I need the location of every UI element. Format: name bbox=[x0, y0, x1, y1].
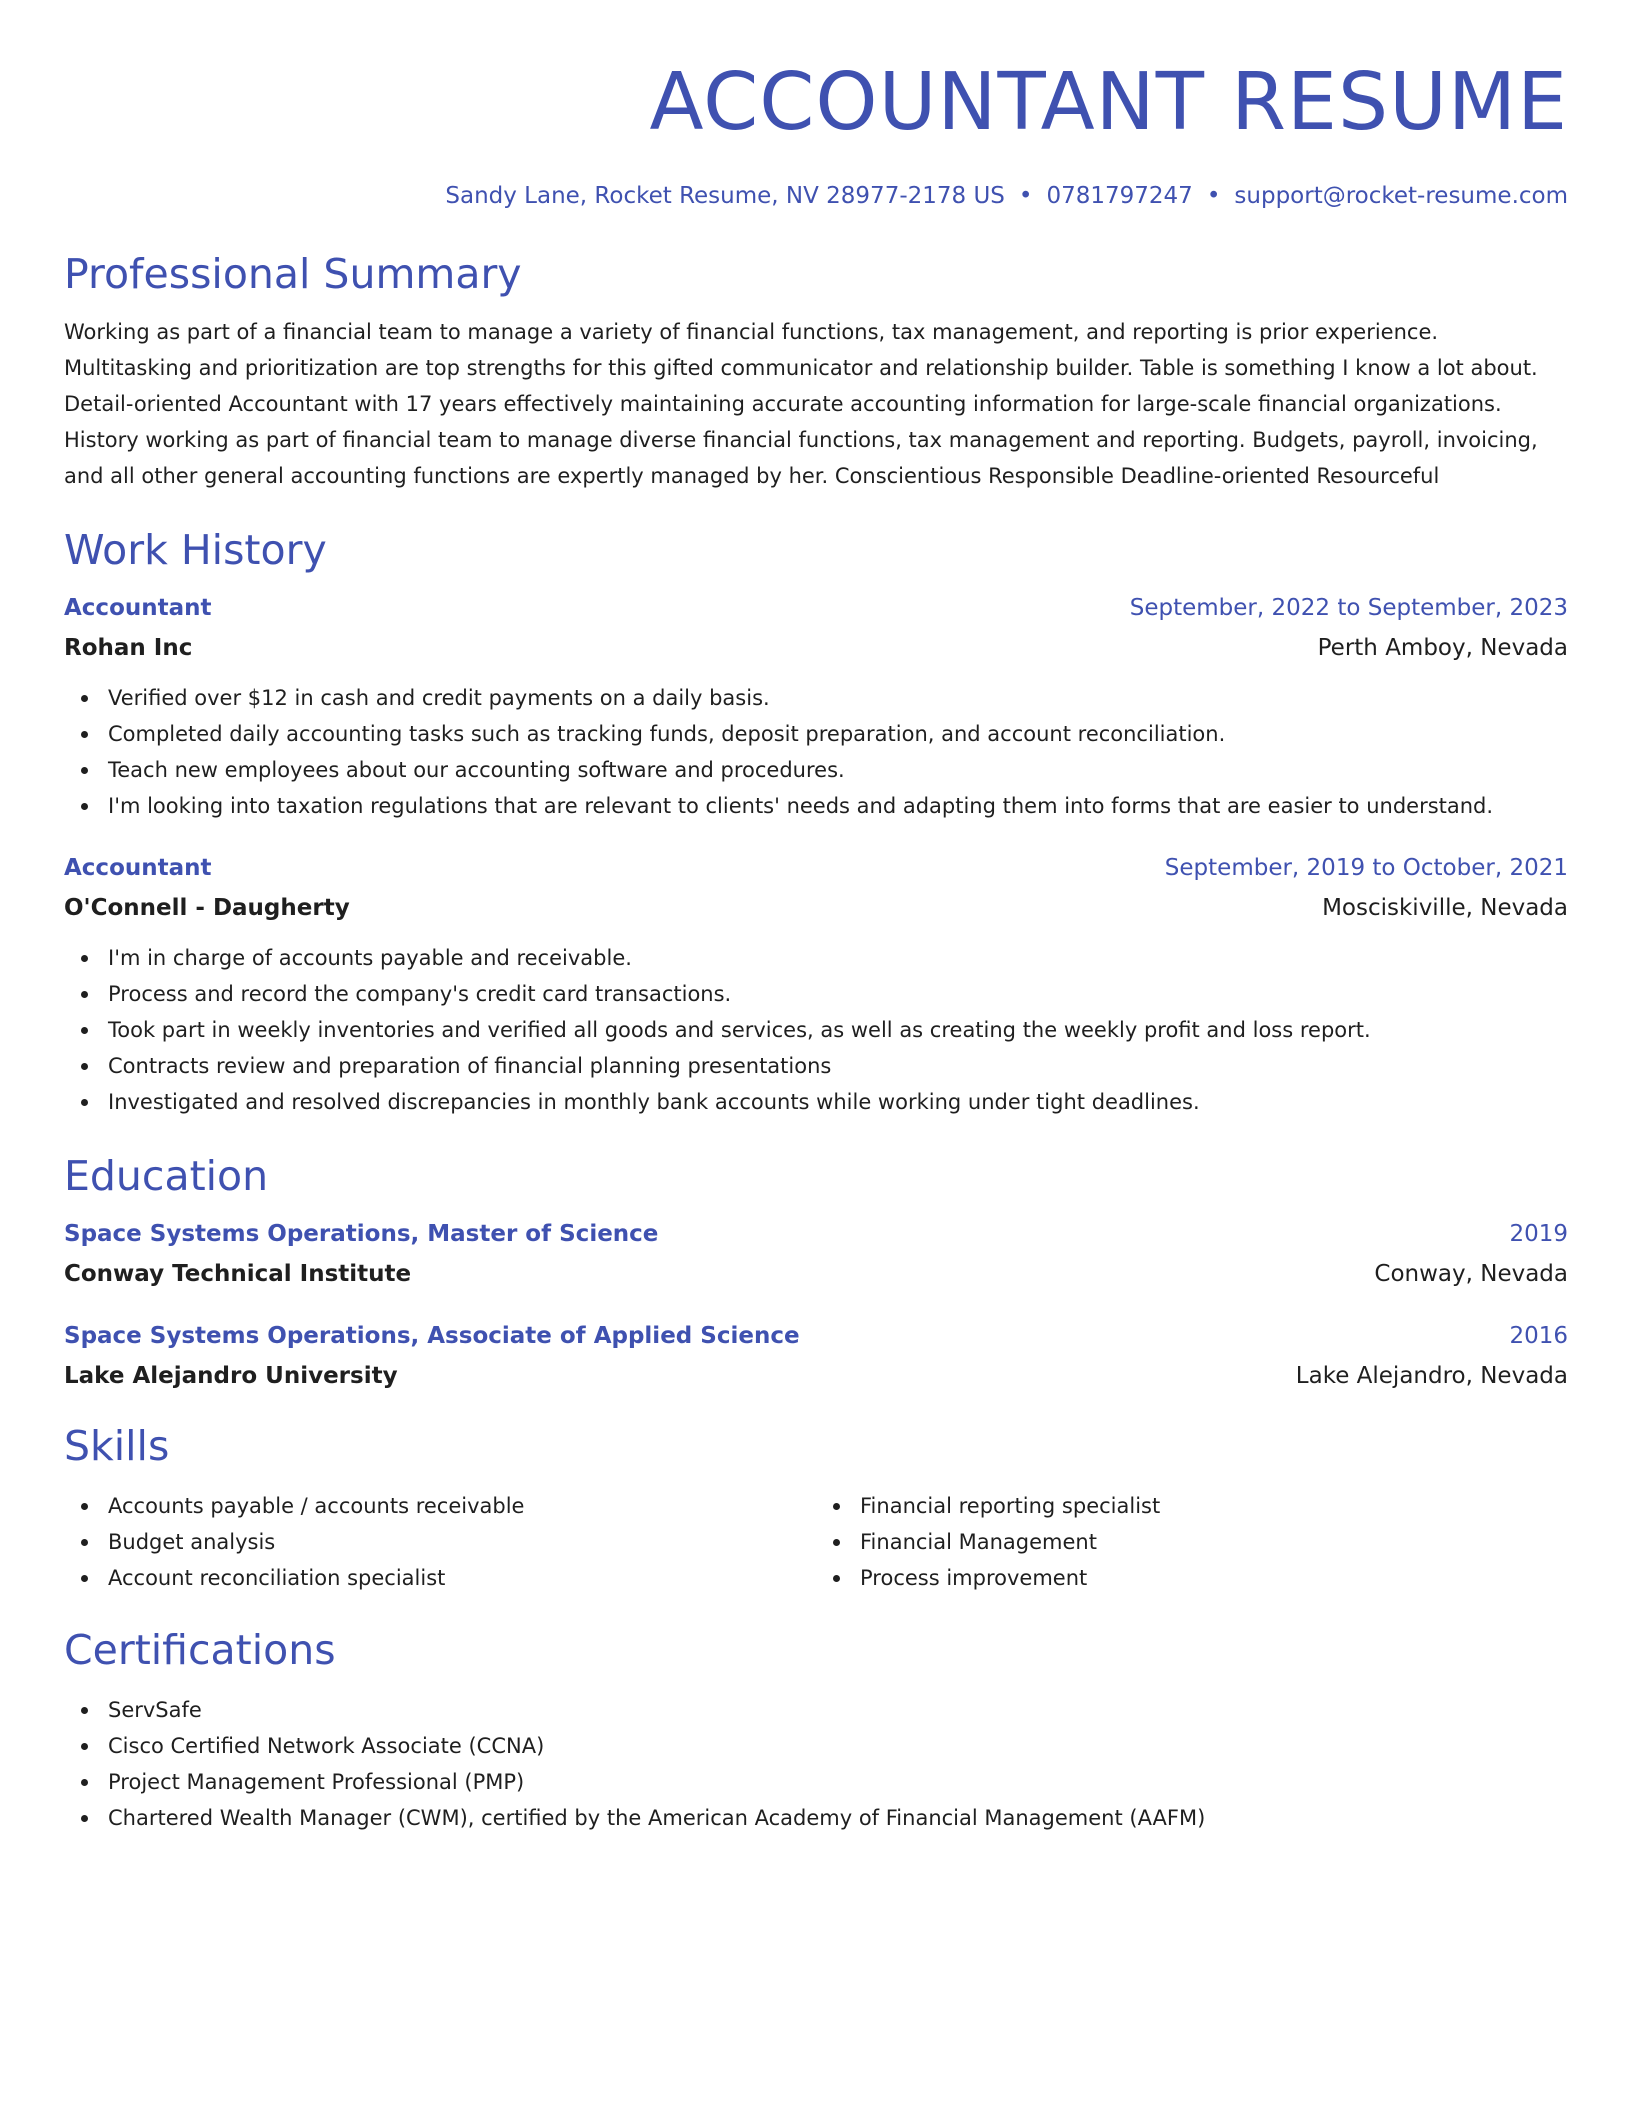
contact-phone[interactable]: 0781797247 bbox=[1046, 183, 1193, 209]
skills-column-left bbox=[64, 1488, 816, 1596]
education-entry bbox=[64, 1320, 1568, 1392]
job-location: Perth Amboy, Nevada bbox=[1317, 635, 1568, 661]
section-heading-skills: Skills bbox=[64, 1422, 170, 1470]
job-bullets bbox=[64, 680, 1568, 824]
summary-text: Working as part of a financial team to manage a variety of financial functions, tax management, and reporting is prior experience. Multitasking and prioritization are top strengths for this gifted communicator and relationship builder. Table is something I know a lot about. Detail-oriented Accountant with 17 years effectively maintaining accurate accounting information for large-scale financial organizations. History working as part of financial team to manage diverse financial functions, tax management and reporting. Budgets, payroll, invoicing, and all other general accounting functions are expertly managed by her. Conscientious Responsible Deadline-oriented Resourceful bbox=[64, 320, 1538, 488]
skills-list bbox=[64, 1488, 816, 1596]
list-item: Investigated and resolved discrepancies in monthly bank accounts while working under tight deadlines. bbox=[64, 1084, 1568, 1120]
list-item: Teach new employees about our accounting software and procedures. bbox=[64, 752, 1568, 788]
skill-item: Financial reporting specialist bbox=[816, 1488, 1568, 1524]
education-degree: Space Systems Operations, Associate of Applied Science bbox=[64, 1323, 800, 1349]
section-heading-education: Education bbox=[64, 1152, 269, 1200]
education-school: Lake Alejandro University bbox=[64, 1363, 398, 1389]
list-item: Took part in weekly inventories and verified all goods and services, as well as creating the weekly profit and loss report. bbox=[64, 1012, 1568, 1048]
contact-address: Sandy Lane, Rocket Resume, NV 28977-2178 US bbox=[445, 183, 1005, 209]
job-company-row bbox=[64, 632, 1568, 664]
list-item: Completed daily accounting tasks such as tracking funds, deposit preparation, and account reconciliation. bbox=[64, 716, 1568, 752]
skill-item: Process improvement bbox=[816, 1560, 1568, 1596]
education-school-row bbox=[64, 1360, 1568, 1392]
skills-section bbox=[64, 1420, 1568, 1596]
education-year: 2016 bbox=[1509, 1323, 1568, 1349]
education-school-row bbox=[64, 1258, 1568, 1290]
job-role: Accountant bbox=[64, 595, 212, 621]
job-entry bbox=[64, 852, 1568, 1120]
certification-item: Chartered Wealth Manager (CWM), certified by the American Academy of Financial Management (AAFM) bbox=[64, 1800, 1568, 1836]
job-dates: September, 2022 to September, 2023 bbox=[1129, 595, 1568, 621]
job-role-row bbox=[64, 592, 1568, 624]
job-bullets bbox=[64, 940, 1568, 1120]
skill-item: Budget analysis bbox=[64, 1524, 816, 1560]
list-item: Process and record the company's credit card transactions. bbox=[64, 976, 1568, 1012]
certification-item: Project Management Professional (PMP) bbox=[64, 1764, 1568, 1800]
skills-column-right bbox=[816, 1488, 1568, 1596]
work-history-section bbox=[64, 524, 1568, 1120]
contact-separator: • bbox=[1018, 183, 1033, 209]
list-item: Contracts review and preparation of financial planning presentations bbox=[64, 1048, 1568, 1084]
summary-section bbox=[64, 248, 1568, 494]
skills-grid bbox=[64, 1488, 1568, 1596]
job-location: Mosciskiville, Nevada bbox=[1322, 895, 1568, 921]
list-item: I'm looking into taxation regulations that are relevant to clients' needs and adapting them into forms that are easier to understand. bbox=[64, 788, 1568, 824]
job-dates: September, 2019 to October, 2021 bbox=[1164, 855, 1568, 881]
education-degree-row bbox=[64, 1218, 1568, 1250]
education-location: Lake Alejandro, Nevada bbox=[1295, 1363, 1568, 1389]
education-year: 2019 bbox=[1509, 1221, 1568, 1247]
education-entry bbox=[64, 1218, 1568, 1290]
contact-line bbox=[64, 180, 1568, 212]
job-company: O'Connell - Daugherty bbox=[64, 895, 350, 921]
skills-list bbox=[816, 1488, 1568, 1596]
education-section bbox=[64, 1150, 1568, 1392]
contact-separator: • bbox=[1206, 183, 1221, 209]
list-item: Verified over $12 in cash and credit payments on a daily basis. bbox=[64, 680, 1568, 716]
education-school: Conway Technical Institute bbox=[64, 1261, 412, 1287]
section-heading-certifications: Certifications bbox=[64, 1626, 336, 1674]
job-entry bbox=[64, 592, 1568, 824]
certification-item: ServSafe bbox=[64, 1692, 1568, 1728]
education-degree-row bbox=[64, 1320, 1568, 1352]
job-role: Accountant bbox=[64, 855, 212, 881]
certifications-section bbox=[64, 1624, 1568, 1836]
section-heading-work: Work History bbox=[64, 526, 327, 574]
certifications-list bbox=[64, 1692, 1568, 1836]
skill-item: Accounts payable / accounts receivable bbox=[64, 1488, 816, 1524]
contact-email[interactable]: support@rocket-resume.com bbox=[1234, 183, 1568, 209]
education-location: Conway, Nevada bbox=[1374, 1261, 1568, 1287]
job-role-row bbox=[64, 852, 1568, 884]
job-company: Rohan Inc bbox=[64, 635, 193, 661]
section-heading-summary: Professional Summary bbox=[64, 250, 522, 298]
list-item: I'm in charge of accounts payable and receivable. bbox=[64, 940, 1568, 976]
skill-item: Account reconciliation specialist bbox=[64, 1560, 816, 1596]
certification-item: Cisco Certified Network Associate (CCNA) bbox=[64, 1728, 1568, 1764]
job-company-row bbox=[64, 892, 1568, 924]
skill-item: Financial Management bbox=[816, 1524, 1568, 1560]
resume-title: ACCOUNTANT RESUME bbox=[649, 56, 1568, 148]
education-degree: Space Systems Operations, Master of Science bbox=[64, 1221, 659, 1247]
